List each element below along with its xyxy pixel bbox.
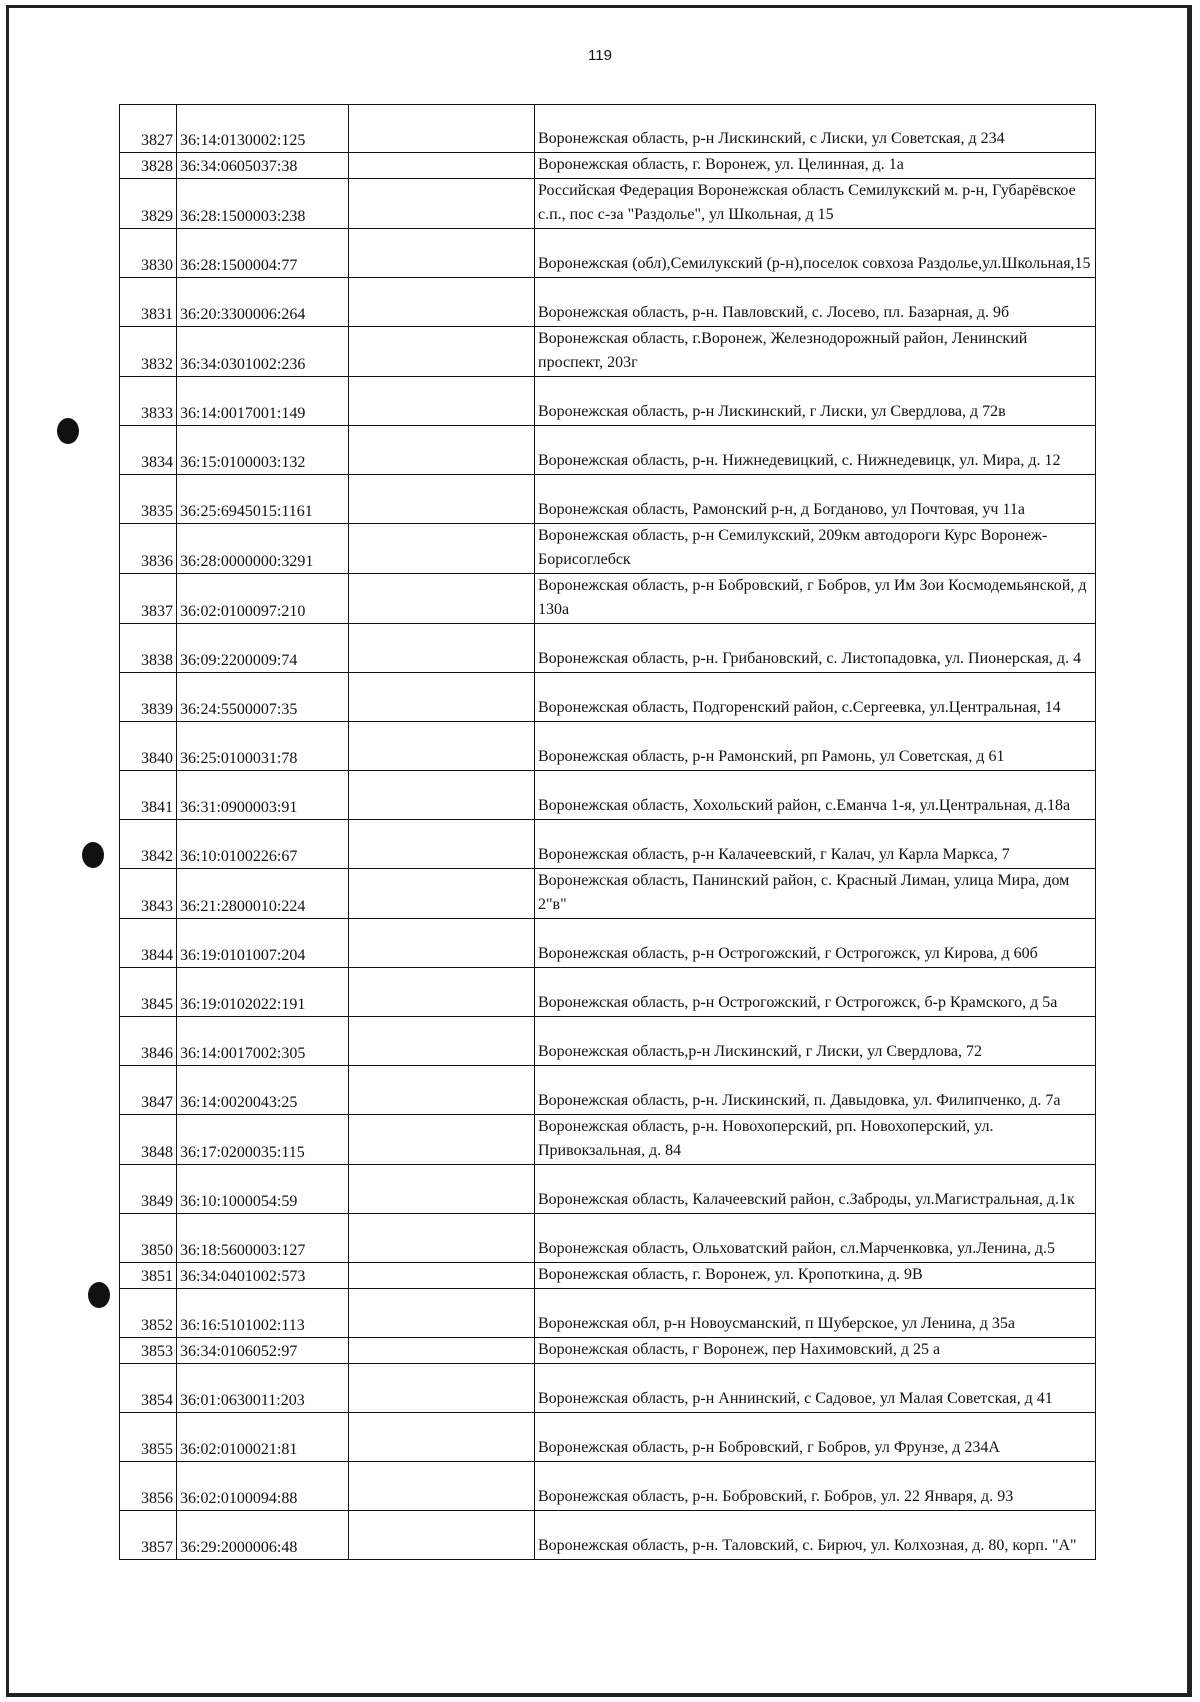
cadastral-number-cell: 36:25:0100031:78 bbox=[177, 722, 349, 771]
address-cell: Воронежская область, г Воронеж, пер Нахимовский, д 25 а bbox=[535, 1338, 1096, 1364]
cadastral-number-cell: 36:19:0101007:204 bbox=[177, 919, 349, 968]
table-row bbox=[120, 229, 1096, 278]
empty-cell bbox=[349, 1338, 535, 1364]
row-number-cell: 3840 bbox=[120, 722, 177, 771]
row-number-cell: 3831 bbox=[120, 278, 177, 327]
table-row bbox=[120, 1115, 1096, 1165]
address-cell: Воронежская область, р-н. Новохоперский, рп. Новохоперский, ул. Привокзальная, д. 84 bbox=[535, 1115, 1096, 1165]
table-row bbox=[120, 1066, 1096, 1115]
address-cell: Воронежская область, г. Воронеж, ул. Целинная, д. 1а bbox=[535, 153, 1096, 179]
table-row bbox=[120, 327, 1096, 377]
table-row bbox=[120, 869, 1096, 919]
empty-cell bbox=[349, 673, 535, 722]
row-number-cell: 3846 bbox=[120, 1017, 177, 1066]
table-row bbox=[120, 1511, 1096, 1560]
empty-cell bbox=[349, 968, 535, 1017]
address-cell: Воронежская область, р-н. Грибановский, с. Листопадовка, ул. Пионерская, д. 4 bbox=[535, 624, 1096, 673]
cadastral-number-cell: 36:15:0100003:132 bbox=[177, 426, 349, 475]
cadastral-number-cell: 36:10:1000054:59 bbox=[177, 1165, 349, 1214]
address-cell: Воронежская область, р-н Лискинский, с Лиски, ул Советская, д 234 bbox=[535, 105, 1096, 153]
address-cell: Воронежская (обл),Семилукский (р-н),поселок совхоза Раздолье,ул.Школьная,15 bbox=[535, 229, 1096, 278]
row-number-cell: 3837 bbox=[120, 574, 177, 624]
cadastral-number-cell: 36:14:0017002:305 bbox=[177, 1017, 349, 1066]
row-number-cell: 3848 bbox=[120, 1115, 177, 1165]
table-row bbox=[120, 919, 1096, 968]
address-cell: Воронежская область, р-н Острогожский, г Острогожск, ул Кирова, д 60б bbox=[535, 919, 1096, 968]
cadastral-number-cell: 36:28:1500003:238 bbox=[177, 179, 349, 229]
empty-cell bbox=[349, 278, 535, 327]
address-cell: Воронежская область, г. Воронеж, ул. Кропоткина, д. 9В bbox=[535, 1263, 1096, 1289]
table-row bbox=[120, 1263, 1096, 1289]
empty-cell bbox=[349, 1066, 535, 1115]
cadastral-number-cell: 36:24:5500007:35 bbox=[177, 673, 349, 722]
cadastral-number-cell: 36:21:2800010:224 bbox=[177, 869, 349, 919]
table-row bbox=[120, 1338, 1096, 1364]
empty-cell bbox=[349, 1462, 535, 1511]
row-number-cell: 3847 bbox=[120, 1066, 177, 1115]
empty-cell bbox=[349, 722, 535, 771]
cadastral-number-cell: 36:34:0401002:573 bbox=[177, 1263, 349, 1289]
cadastral-number-cell: 36:09:2200009:74 bbox=[177, 624, 349, 673]
cadastral-number-cell: 36:02:0100097:210 bbox=[177, 574, 349, 624]
cadastral-number-cell: 36:14:0130002:125 bbox=[177, 105, 349, 153]
cadastral-number-cell: 36:34:0301002:236 bbox=[177, 327, 349, 377]
empty-cell bbox=[349, 1115, 535, 1165]
empty-cell bbox=[349, 1511, 535, 1560]
row-number-cell: 3842 bbox=[120, 820, 177, 869]
table-row bbox=[120, 1289, 1096, 1338]
cadastral-number-cell: 36:10:0100226:67 bbox=[177, 820, 349, 869]
empty-cell bbox=[349, 426, 535, 475]
table-row bbox=[120, 1364, 1096, 1413]
table-row bbox=[120, 771, 1096, 820]
empty-cell bbox=[349, 524, 535, 574]
empty-cell bbox=[349, 574, 535, 624]
address-cell: Воронежская область, Подгоренский район, с.Сергеевка, ул.Центральная, 14 bbox=[535, 673, 1096, 722]
empty-cell bbox=[349, 229, 535, 278]
table-row bbox=[120, 475, 1096, 524]
address-cell: Воронежская область, р-н Бобровский, г Бобров, ул Им Зои Космодемьянской, д 130а bbox=[535, 574, 1096, 624]
row-number-cell: 3849 bbox=[120, 1165, 177, 1214]
cadastral-number-cell: 36:29:2000006:48 bbox=[177, 1511, 349, 1560]
empty-cell bbox=[349, 1165, 535, 1214]
table-row bbox=[120, 105, 1096, 153]
table-row bbox=[120, 1214, 1096, 1263]
address-cell: Воронежская область, р-н Рамонский, рп Рамонь, ул Советская, д 61 bbox=[535, 722, 1096, 771]
address-cell: Воронежская область, Ольховатский район, сл.Марченковка, ул.Ленина, д.5 bbox=[535, 1214, 1096, 1263]
property-registry-table bbox=[119, 104, 1096, 1560]
empty-cell bbox=[349, 377, 535, 426]
row-number-cell: 3835 bbox=[120, 475, 177, 524]
row-number-cell: 3828 bbox=[120, 153, 177, 179]
punch-hole-mark bbox=[82, 842, 104, 868]
empty-cell bbox=[349, 105, 535, 153]
cadastral-number-cell: 36:19:0102022:191 bbox=[177, 968, 349, 1017]
address-cell: Воронежская обл, р-н Новоусманский, п Шуберское, ул Ленина, д 35а bbox=[535, 1289, 1096, 1338]
address-cell: Воронежская область,р-н Лискинский, г Лиски, ул Свердлова, 72 bbox=[535, 1017, 1096, 1066]
address-cell: Воронежская область, р-н Бобровский, г Бобров, ул Фрунзе, д 234А bbox=[535, 1413, 1096, 1462]
row-number-cell: 3845 bbox=[120, 968, 177, 1017]
empty-cell bbox=[349, 771, 535, 820]
address-cell: Воронежская область, р-н Калачеевский, г Калач, ул Карла Маркса, 7 bbox=[535, 820, 1096, 869]
row-number-cell: 3832 bbox=[120, 327, 177, 377]
cadastral-number-cell: 36:31:0900003:91 bbox=[177, 771, 349, 820]
address-cell: Воронежская область, р-н Аннинский, с Садовое, ул Малая Советская, д 41 bbox=[535, 1364, 1096, 1413]
table-row bbox=[120, 179, 1096, 229]
address-cell: Воронежская область, г.Воронеж, Железнодорожный район, Ленинский проспект, 203г bbox=[535, 327, 1096, 377]
table-row bbox=[120, 1413, 1096, 1462]
address-cell: Воронежская область, р-н. Таловский, с. Бирюч, ул. Колхозная, д. 80, корп. "А" bbox=[535, 1511, 1096, 1560]
table-row bbox=[120, 524, 1096, 574]
row-number-cell: 3841 bbox=[120, 771, 177, 820]
cadastral-number-cell: 36:25:6945015:1161 bbox=[177, 475, 349, 524]
table-row bbox=[120, 426, 1096, 475]
empty-cell bbox=[349, 1214, 535, 1263]
table-row bbox=[120, 377, 1096, 426]
cadastral-number-cell: 36:02:0100094:88 bbox=[177, 1462, 349, 1511]
table-row bbox=[120, 1462, 1096, 1511]
empty-cell bbox=[349, 1364, 535, 1413]
row-number-cell: 3834 bbox=[120, 426, 177, 475]
registry-table-body bbox=[120, 105, 1096, 1560]
punch-hole-mark bbox=[88, 1282, 110, 1308]
row-number-cell: 3843 bbox=[120, 869, 177, 919]
address-cell: Воронежская область, р-н Семилукский, 209км автодороги Курс Воронеж-Борисоглебск bbox=[535, 524, 1096, 574]
row-number-cell: 3833 bbox=[120, 377, 177, 426]
row-number-cell: 3838 bbox=[120, 624, 177, 673]
cadastral-number-cell: 36:17:0200035:115 bbox=[177, 1115, 349, 1165]
row-number-cell: 3853 bbox=[120, 1338, 177, 1364]
row-number-cell: 3836 bbox=[120, 524, 177, 574]
empty-cell bbox=[349, 475, 535, 524]
row-number-cell: 3830 bbox=[120, 229, 177, 278]
cadastral-number-cell: 36:20:3300006:264 bbox=[177, 278, 349, 327]
table-row bbox=[120, 1165, 1096, 1214]
empty-cell bbox=[349, 179, 535, 229]
address-cell: Воронежская область, Калачеевский район, с.Заброды, ул.Магистральная, д.1к bbox=[535, 1165, 1096, 1214]
empty-cell bbox=[349, 869, 535, 919]
row-number-cell: 3857 bbox=[120, 1511, 177, 1560]
cadastral-number-cell: 36:28:0000000:3291 bbox=[177, 524, 349, 574]
empty-cell bbox=[349, 1413, 535, 1462]
row-number-cell: 3850 bbox=[120, 1214, 177, 1263]
cadastral-number-cell: 36:16:5101002:113 bbox=[177, 1289, 349, 1338]
empty-cell bbox=[349, 1017, 535, 1066]
address-cell: Воронежская область, Панинский район, с. Красный Лиман, улица Мира, дом 2"в" bbox=[535, 869, 1096, 919]
table-row bbox=[120, 624, 1096, 673]
address-cell: Воронежская область, р-н. Лискинский, п. Давыдовка, ул. Филипченко, д. 7а bbox=[535, 1066, 1096, 1115]
address-cell: Воронежская область, р-н. Бобровский, г. Бобров, ул. 22 Января, д. 93 bbox=[535, 1462, 1096, 1511]
cadastral-number-cell: 36:28:1500004:77 bbox=[177, 229, 349, 278]
table-row bbox=[120, 722, 1096, 771]
row-number-cell: 3852 bbox=[120, 1289, 177, 1338]
table-row bbox=[120, 820, 1096, 869]
empty-cell bbox=[349, 820, 535, 869]
empty-cell bbox=[349, 919, 535, 968]
address-cell: Воронежская область, р-н Лискинский, г Лиски, ул Свердлова, д 72в bbox=[535, 377, 1096, 426]
table-row bbox=[120, 1017, 1096, 1066]
table-row bbox=[120, 153, 1096, 179]
row-number-cell: 3839 bbox=[120, 673, 177, 722]
punch-hole-mark bbox=[57, 418, 79, 444]
row-number-cell: 3854 bbox=[120, 1364, 177, 1413]
cadastral-number-cell: 36:18:5600003:127 bbox=[177, 1214, 349, 1263]
address-cell: Воронежская область, р-н. Павловский, с. Лосево, пл. Базарная, д. 9б bbox=[535, 278, 1096, 327]
address-cell: Российская Федерация Воронежская область Семилукский м. р-н, Губарёвское с.п., пос с-за "Раздолье", ул Школьная, д 15 bbox=[535, 179, 1096, 229]
empty-cell bbox=[349, 1289, 535, 1338]
row-number-cell: 3844 bbox=[120, 919, 177, 968]
empty-cell bbox=[349, 1263, 535, 1289]
cadastral-number-cell: 36:14:0020043:25 bbox=[177, 1066, 349, 1115]
cadastral-number-cell: 36:02:0100021:81 bbox=[177, 1413, 349, 1462]
empty-cell bbox=[349, 327, 535, 377]
empty-cell bbox=[349, 624, 535, 673]
row-number-cell: 3855 bbox=[120, 1413, 177, 1462]
address-cell: Воронежская область, р-н. Нижнедевицкий, с. Нижнедевицк, ул. Мира, д. 12 bbox=[535, 426, 1096, 475]
cadastral-number-cell: 36:01:0630011:203 bbox=[177, 1364, 349, 1413]
address-cell: Воронежская область, Хохольский район, с.Еманча 1-я, ул.Центральная, д.18а bbox=[535, 771, 1096, 820]
row-number-cell: 3851 bbox=[120, 1263, 177, 1289]
address-cell: Воронежская область, р-н Острогожский, г Острогожск, б-р Крамского, д 5а bbox=[535, 968, 1096, 1017]
table-row bbox=[120, 673, 1096, 722]
cadastral-number-cell: 36:14:0017001:149 bbox=[177, 377, 349, 426]
table-row bbox=[120, 574, 1096, 624]
row-number-cell: 3827 bbox=[120, 105, 177, 153]
table-row bbox=[120, 968, 1096, 1017]
page-number: 119 bbox=[588, 47, 612, 64]
cadastral-number-cell: 36:34:0106052:97 bbox=[177, 1338, 349, 1364]
address-cell: Воронежская область, Рамонский р-н, д Богданово, ул Почтовая, уч 11а bbox=[535, 475, 1096, 524]
cadastral-number-cell: 36:34:0605037:38 bbox=[177, 153, 349, 179]
row-number-cell: 3856 bbox=[120, 1462, 177, 1511]
table-row bbox=[120, 278, 1096, 327]
empty-cell bbox=[349, 153, 535, 179]
row-number-cell: 3829 bbox=[120, 179, 177, 229]
